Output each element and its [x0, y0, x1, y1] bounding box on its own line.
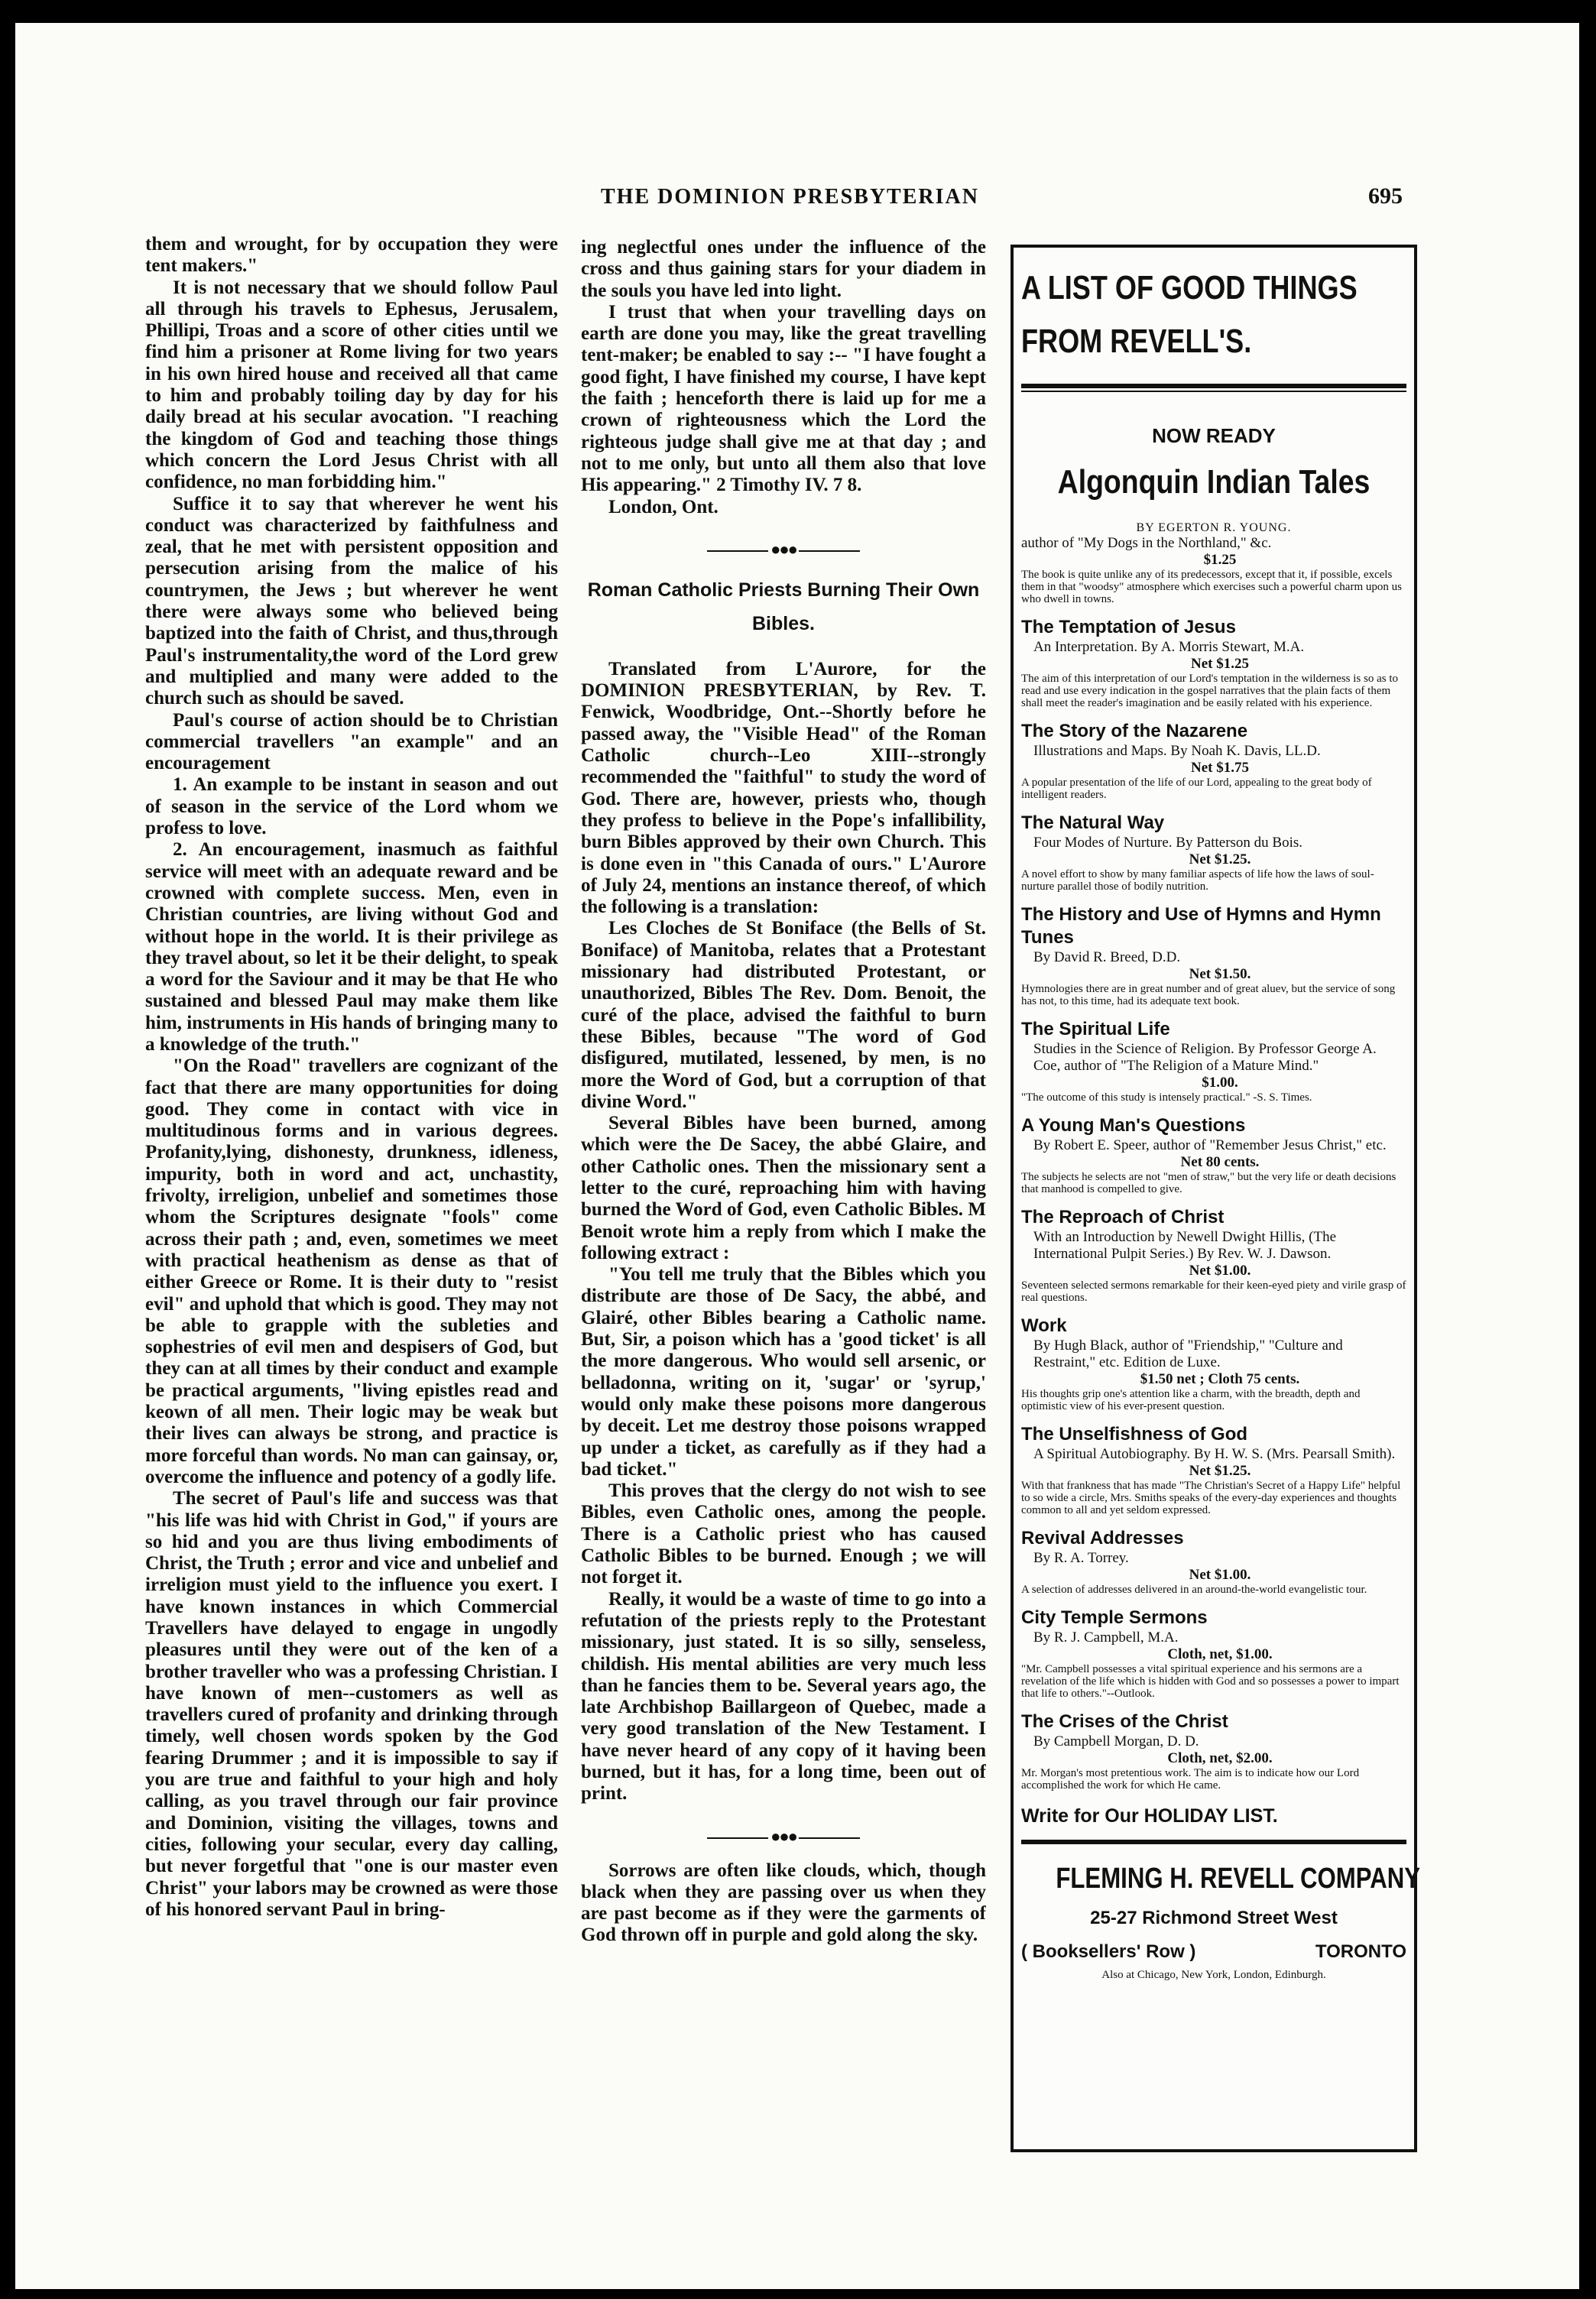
book-title: The Crises of the Christ	[1021, 1711, 1228, 1732]
company-name: FLEMING H. REVELL COMPANY	[1056, 1863, 1421, 1895]
feature-byline: BY EGERTON R. YOUNG.	[1136, 521, 1292, 534]
book-description: Hymnologies there are in great number and of great aluev, but the service of song has not, to this time, had its adequate text book.	[1021, 983, 1396, 1007]
paragraph: "On the Road" travellers are cognizant of the fact that there are many opportunities for doing good. They come in contact with vice in multitudinous forms and in various degrees. Profanity,lying, dishonesty, drunkness, idleness, impurity, both in word and act, unchastity, frivolty, irreligion, unbelief and sometimes those whom the Scriptures designate "fools" come across their path ; and, even, sometimes we meet with practical heathenism as dense as that of either Greece or Rome. It is their duty to "resist evil" and uphold that which is good. They may not be able to grapple with the subleties and sophestries of evil men and despisers of God, but they can at all times by their conduct and example be practical arguments, "living epistles read and keown of all men. Their logic may be weak but their lives can always be strong, and practice is more forceful than words. No man can gainsay, or, overcome the influence and potency of a godly life.	[145, 1055, 558, 1487]
book-list	[1021, 616, 1406, 1792]
feature-price: $1.25	[1203, 552, 1237, 568]
holiday-list-note: Write for Our HOLIDAY LIST.	[1021, 1805, 1278, 1827]
book-price: Cloth, net, $1.00.	[1167, 1646, 1273, 1662]
paragraph: them and wrought, for by occupation they were tent makers."	[145, 234, 558, 277]
book-description: The aim of this interpretation of our Lord's temptation in the wilderness is so as to read and use every indication in the gospel narratives that the plain facts of them shall meet the reader's imagination and be easily related with his experience.	[1021, 673, 1399, 709]
book-entry	[1021, 1315, 1406, 1412]
book-author: By R. A. Torrey.	[1033, 1550, 1129, 1566]
book-price: Net 80 cents.	[1180, 1154, 1260, 1170]
paragraph: The secret of Paul's life and success was that "his life was hid with Christ in God," if yours are so hid and you are thus living embodiments of Christ, the Truth ; error and vice and unbelief and irreligion must yield to the influence you exert. I have known instances in which Commercial Travellers have delayed to engage in ungodly pleasures until they were out of the ken of a brother traveller who was a professing Christian. I have known of men--customers as well as travellers cured of profanity and drinking through timely, well chosen words spoken by the God fearing Drummer ; and it is impossible to say if you are true and faithful to your high and holy calling, as you travel through our fair province and Dominion, visiting the villages, towns and cities, following your secular, every day calling, but never forgetful that "one is our master even Christ" your labors may be crowned as were those of his honored servant Paul in bring-	[145, 1488, 558, 1920]
paragraph: Really, it would be a waste of time to go into a refutation of the priests reply to the Protestant missionary, just stated. It is so silly, senseless, childish. His mental abilities are very much less than he fancies them to be. Several years ago, the late Archbishop Baillargeon of Quebec, made a very good translation of the New Testament. I have never heard of any copy of it having been burned, but it has, for a long time, been out of print.	[581, 1588, 986, 1805]
book-description: A selection of addresses delivered in an around-the-world evangelistic tour.	[1021, 1584, 1367, 1596]
signoff: London, Ont.	[608, 496, 719, 517]
book-author: Studies in the Science of Religion. By Professor George A. Coe, author of "The Religion of a Mature Mind."	[1033, 1041, 1377, 1074]
divider	[1021, 1840, 1406, 1844]
book-description: Mr. Morgan's most pretentious work. The aim is to indicate how our Lord accomplished the work for which He came.	[1021, 1767, 1360, 1792]
paragraph: ing neglectful ones under the influence of the cross and thus gaining stars for your diadem in the souls you have led into light.	[581, 237, 986, 301]
page-number: 695	[1368, 183, 1403, 209]
paragraph: Translated from L'Aurore, for the DOMINION PRESBYTERIAN, by Rev. T. Fenwick, Woodbridge, Ont.--Shortly before he passed away, the "Visible Head" of the Roman Catholic church--Leo XIII--strongly recommended the "faithful" to study the word of God. There are, however, priests who, though they profess to believe in the Pope's infallibility, burn Bibles approved by their own Church. This is done even in "this Canada of ours." L'Aurore of July 24, mentions an instance thereof, of which the following is a translation:	[581, 658, 986, 918]
book-entry	[1021, 903, 1406, 1007]
book-author: By Campbell Morgan, D. D.	[1033, 1733, 1199, 1749]
book-entry	[1021, 812, 1406, 893]
paragraph: This proves that the clergy do not wish to see Bibles, even Catholic ones, among the people. There is a Catholic priest who has caused Catholic Bibles to be burned. Enough ; we will not forget it.	[581, 1480, 986, 1588]
book-title: The Story of the Nazarene	[1021, 721, 1248, 741]
other-offices: Also at Chicago, New York, London, Edinburgh.	[1101, 1969, 1326, 1981]
paragraph: Les Cloches de St Boniface (the Bells of St. Boniface) of Manitoba, relates that a Protestant missionary had distributed Protestant, or unauthorized, Bibles The Rev. Dom. Benoit, the curé of the place, advised the faithful to burn these Bibles, because "The word of God disfigured, mutilated, lessened, by men, is no more the Word of God, but a corruption of that divine Word."	[581, 918, 986, 1112]
book-price: Net $1.00.	[1189, 1263, 1251, 1279]
feature-description: The book is quite unlike any of its predecessors, except that it, if possible, excels them in that "woodsy" atmosphere which exercises such a powerful charm upon us who dwell in towns.	[1021, 569, 1402, 605]
book-price: $1.00.	[1202, 1075, 1238, 1091]
divider	[1021, 391, 1406, 392]
article-title: Roman Catholic Priests Burning Their Own Bibles.	[587, 579, 980, 634]
book-title: Revival Addresses	[1021, 1528, 1184, 1548]
column-two	[581, 237, 986, 2167]
book-entry	[1021, 1710, 1406, 1792]
book-entry	[1021, 616, 1406, 709]
paragraph: Sorrows are often like clouds, which, though black when they are passing over us when they are past become as if they were the garments of God thrown off in purple and gold along the sky.	[581, 1860, 986, 1946]
page-header: THE DOMINION PRESBYTERIAN	[601, 185, 979, 209]
book-title: City Temple Sermons	[1021, 1607, 1208, 1628]
book-title: The Unselfishness of God	[1021, 1424, 1248, 1445]
newspaper-page	[15, 23, 1579, 2289]
book-entry	[1021, 1607, 1406, 1700]
book-price: Net $1.25	[1191, 656, 1249, 672]
paragraph: "You tell me truly that the Bibles which you distribute are those of De Sacy, the abbé, and Glairé, other Bibles bearing a Catholic name. But, Sir, a poison which has a 'good ticket' is all the more dangerous. Who would sell arsenic, or belladonna, writing on it, 'sugar' or 'syrup,' would only make these poisons more dangerous by deceit. Let me destroy those poisons wrapped up under a ticket, as carefully as if they had a bad ticket."	[581, 1264, 986, 1480]
company-address: 25-27 Richmond Street West	[1090, 1908, 1338, 1928]
book-entry	[1021, 720, 1406, 801]
paragraph: 2. An encouragement, inasmuch as faithful service will meet with an adequate reward and be crowned with complete success. Men, even in Christian countries, are living without God and without hope in the world. It is their privilege as they travel about, so let it be their delight, to speak a word for the Saviour and it may be that He who sustained and blessed Paul may make them like him, instruments in His hands of bringing many to a knowledge of the truth."	[145, 839, 558, 1055]
paragraph: It is not necessary that we should follow Paul all through his travels to Ephesus, Jerusalem, Phillipi, Troas and a score of other cities until we find him a prisoner at Rome living for two years in his own hired house and received all that came to him and probably toiling day by day for his daily bread at his secular avocation. "I reaching the kingdom of God and teaching those things which concern the Lord Jesus Christ with all confidence, no man forbidding him."	[145, 277, 558, 493]
revell-advertisement	[1010, 245, 1421, 2152]
ornament-divider: ●●●	[581, 1827, 986, 1847]
book-description: Seventeen selected sermons remarkable for their keen-eyed piety and virile grasp of real questions.	[1021, 1279, 1406, 1304]
book-author: Illustrations and Maps. By Noah K. Davis, LL.D.	[1033, 743, 1321, 759]
book-entry	[1021, 1114, 1406, 1195]
book-author: An Interpretation. By A. Morris Stewart, M.A.	[1033, 639, 1305, 655]
book-price: Net $1.25.	[1189, 1463, 1251, 1479]
book-author: Four Modes of Nurture. By Patterson du Bois.	[1033, 835, 1303, 851]
paragraph: Paul's course of action should be to Christian commercial travellers "an example" and an encouragement	[145, 709, 558, 774]
book-price: Net $1.25.	[1189, 851, 1251, 867]
paragraph: Suffice it to say that wherever he went his conduct was characterized by faithfulness and zeal, that he met with persistent opposition and persecution arising from the malice of his countrymen, the Jews ; but wherever he went there were always some who believed being baptized into the faith of Christ, and thus,through Paul's instrumentality,the word of the Lord grew and multiplied and many were added to the church such as should be saved.	[145, 493, 558, 709]
book-price: Net $1.00.	[1189, 1567, 1251, 1583]
book-author: By Hugh Black, author of "Friendship," "Culture and Restraint," etc. Edition de Luxe.	[1033, 1338, 1343, 1370]
book-description: A novel effort to show by many familiar aspects of life how the laws of soul-nurture parallel those of bodily nutrition.	[1021, 868, 1374, 893]
book-author: A Spiritual Autobiography. By H. W. S. (Mrs. Pearsall Smith).	[1033, 1446, 1396, 1462]
book-price: Net $1.50.	[1189, 966, 1251, 982]
book-entry	[1021, 1018, 1406, 1104]
paragraph: 1. An example to be instant in season and out of season in the service of the Lord whom we profess to love.	[145, 774, 558, 839]
paragraph: I trust that when your travelling days on earth are done you may, like the great travelling tent-maker; be enabled to say :-- "I have fought a good fight, I have finished my course, I have kept the faith ; henceforth there is laid up for me a crown of righteousness which the Lord the righteous judge shall give me at that day ; and not to me only, but unto all them also that love His appearing." 2 Timothy IV. 7 8.	[581, 301, 986, 496]
book-title: The History and Use of Hymns and Hymn Tunes	[1021, 904, 1381, 948]
book-title: A Young Man's Questions	[1021, 1115, 1246, 1136]
book-description: "Mr. Campbell possesses a vital spiritual experience and his sermons are a revelation of the life which is hidden with God and so possesses a power to impart that life to others."--Outlook.	[1021, 1663, 1400, 1700]
book-description: His thoughts grip one's attention like a charm, with the breadth, depth and optimistic view of his ever-present question.	[1021, 1388, 1361, 1412]
book-title: Work	[1021, 1315, 1067, 1336]
ad-title-line2: FROM REVELL'S.	[1021, 323, 1252, 360]
address-line	[1021, 1941, 1406, 1963]
book-description: The subjects he selects are not "men of straw," but the very life or death decisions that manhood is compelled to give.	[1021, 1171, 1396, 1195]
book-price: Net $1.75	[1191, 760, 1249, 776]
ad-title-line1: A LIST OF GOOD THINGS	[1021, 269, 1358, 306]
book-entry	[1021, 1206, 1406, 1304]
book-description: A popular presentation of the life of our Lord, appealing to the great body of intelligent readers.	[1021, 777, 1372, 801]
book-price: Cloth, net, $2.00.	[1167, 1750, 1273, 1766]
ornament-divider: ●●●	[581, 540, 986, 559]
book-title: The Temptation of Jesus	[1021, 617, 1236, 637]
column-one	[145, 234, 558, 2164]
book-price: $1.50 net ; Cloth 75 cents.	[1140, 1371, 1300, 1387]
book-author: By R. J. Campbell, M.A.	[1033, 1629, 1179, 1646]
book-entry	[1021, 1423, 1406, 1516]
feature-author-line: author of "My Dogs in the Northland," &c.	[1021, 535, 1272, 551]
paragraph: Several Bibles have been burned, among which were the De Sacey, the abbé Glaire, and other Catholic ones. Then the missionary sent a letter to the curé, reproaching him with having burned the Word of God, even Catholic Bibles. M Benoit wrote him a reply from which I make the following extract :	[581, 1113, 986, 1263]
feature-title: Algonquin Indian Tales	[1057, 463, 1371, 501]
book-title: The Spiritual Life	[1021, 1019, 1170, 1039]
now-ready-label: NOW READY	[1152, 424, 1276, 447]
book-entry	[1021, 1527, 1406, 1596]
book-title: The Natural Way	[1021, 812, 1165, 833]
book-description: "The outcome of this study is intensely practical." -S. S. Times.	[1021, 1091, 1312, 1104]
book-description: With that frankness that has made "The Christian's Secret of a Happy Life" helpful to so wide a circle, Mrs. Smiths speaks of the every-day experiences and thoughts common to all and yet seldom expressed.	[1021, 1480, 1401, 1516]
book-title: The Reproach of Christ	[1021, 1207, 1225, 1227]
book-author: By David R. Breed, D.D.	[1033, 949, 1181, 965]
divider	[1021, 384, 1406, 388]
booksellers-row: ( Booksellers' Row )	[1021, 1941, 1196, 1962]
book-author: With an Introduction by Newell Dwight Hillis, (The International Pulpit Series.) By Rev. W. J. Dawson.	[1033, 1229, 1337, 1262]
city: TORONTO	[1315, 1941, 1406, 1962]
book-author: By Robert E. Speer, author of "Remember Jesus Christ," etc.	[1033, 1137, 1387, 1153]
